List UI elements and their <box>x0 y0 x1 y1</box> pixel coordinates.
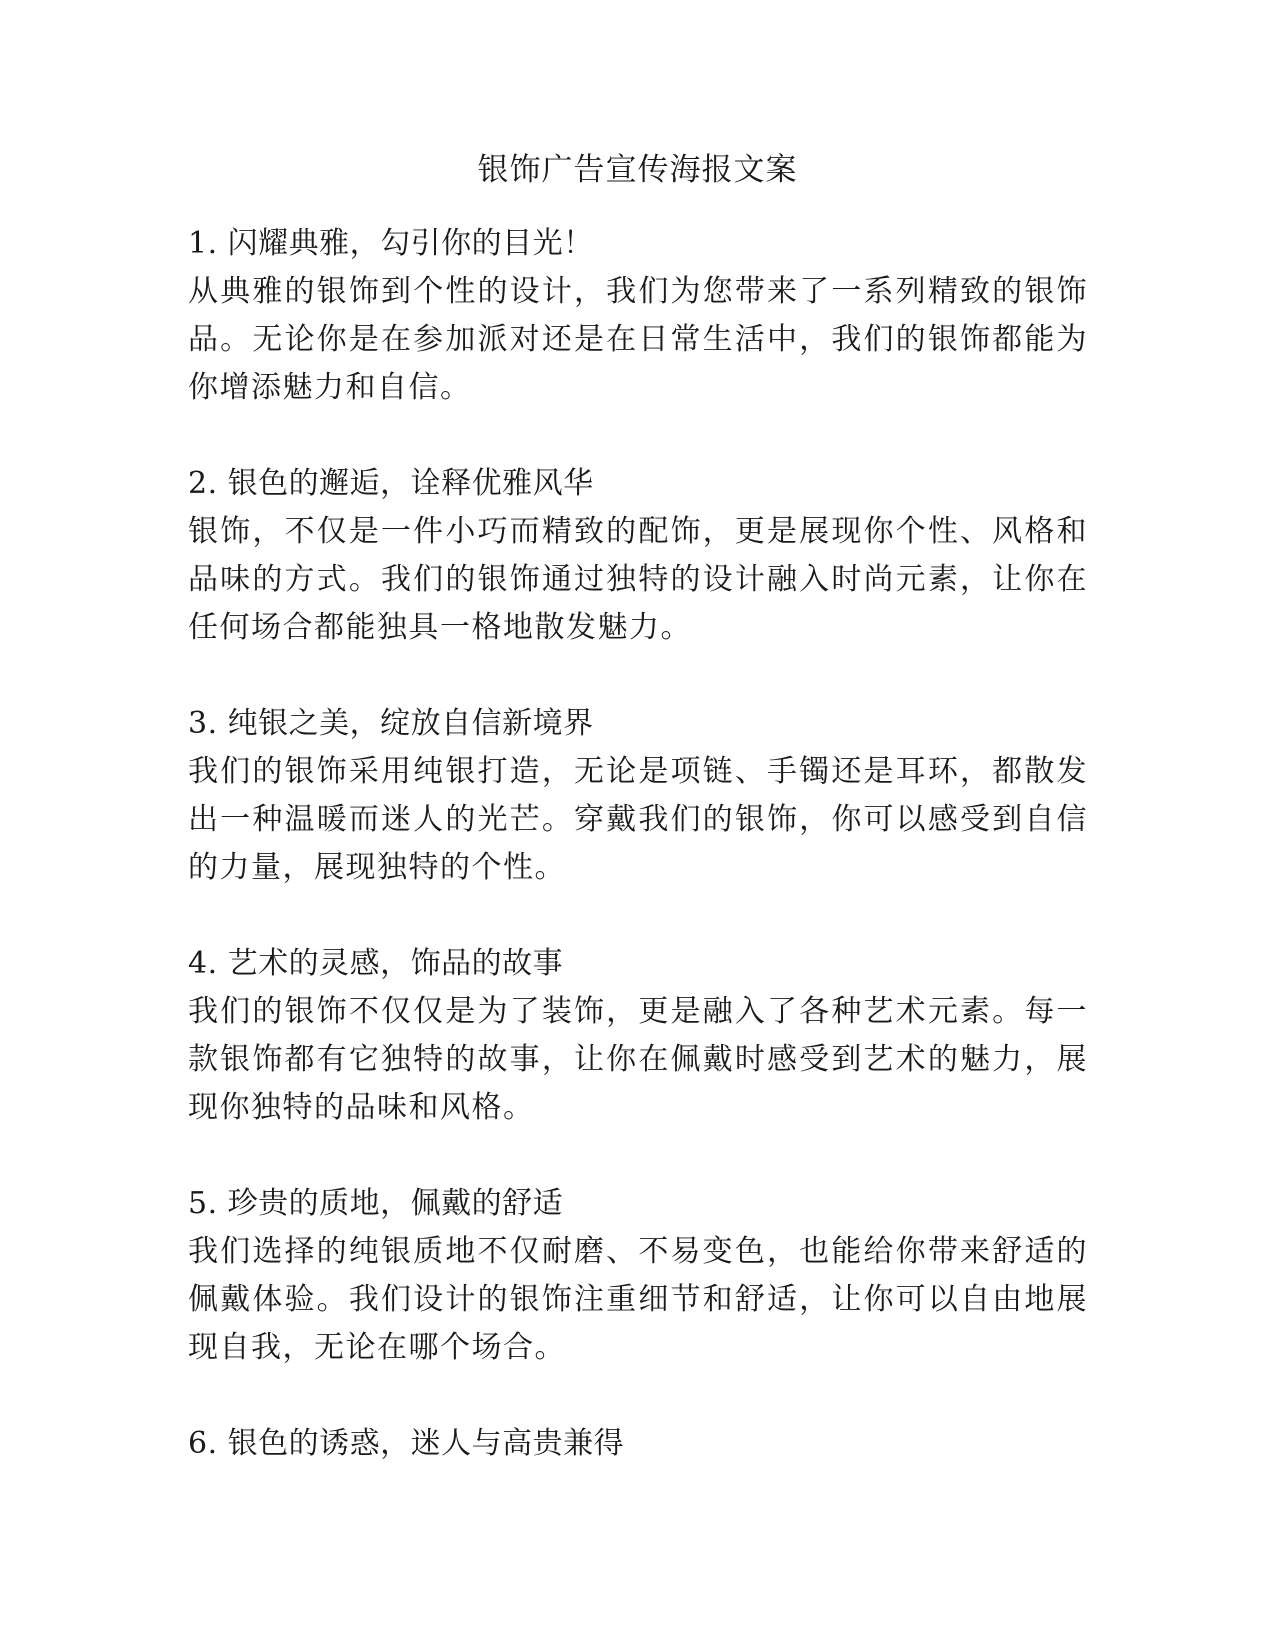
section-2 <box>188 460 1088 652</box>
section-3 <box>188 700 1088 892</box>
section-heading: 1. 闪耀典雅，勾引你的目光！ <box>188 226 594 261</box>
section-4 <box>188 940 1088 1132</box>
section-paragraph: 我们的银饰采用纯银打造，无论是项链、手镯还是耳环，都散发出一种温暖而迷人的光芒。穿戴我们的银饰，你可以感受到自信的力量，展现独特的个性。 <box>188 754 1088 885</box>
section-paragraph: 从典雅的银饰到个性的设计，我们为您带来了一系列精致的银饰品。无论你是在参加派对还是在日常生活中，我们的银饰都能为你增添魅力和自信。 <box>188 274 1088 405</box>
section-paragraph: 我们的银饰不仅仅是为了装饰，更是融入了各种艺术元素。每一款银饰都有它独特的故事，让你在佩戴时感受到艺术的魅力，展现你独特的品味和风格。 <box>188 994 1088 1125</box>
section-paragraph: 我们选择的纯银质地不仅耐磨、不易变色，也能给你带来舒适的佩戴体验。我们设计的银饰注重细节和舒适，让你可以自由地展现自我，无论在哪个场合。 <box>188 1234 1088 1365</box>
section-heading: 6. 银色的诱惑，迷人与高贵兼得 <box>188 1426 625 1461</box>
section-heading: 5. 珍贵的质地，佩戴的舒适 <box>188 1186 564 1221</box>
section-heading: 2. 银色的邂逅，诠释优雅风华 <box>188 466 594 501</box>
section-5 <box>188 1180 1088 1372</box>
section-6 <box>188 1420 1088 1468</box>
document-title: 银饰广告宣传海报文案 <box>477 152 798 188</box>
section-1 <box>188 220 1088 412</box>
section-heading: 3. 纯银之美，绽放自信新境界 <box>188 706 594 741</box>
document-body <box>188 220 1088 1516</box>
section-heading: 4. 艺术的灵感，饰品的故事 <box>188 946 564 981</box>
section-paragraph: 银饰，不仅是一件小巧而精致的配饰，更是展现你个性、风格和品味的方式。我们的银饰通过独特的设计融入时尚元素，让你在任何场合都能独具一格地散发魅力。 <box>188 514 1088 645</box>
